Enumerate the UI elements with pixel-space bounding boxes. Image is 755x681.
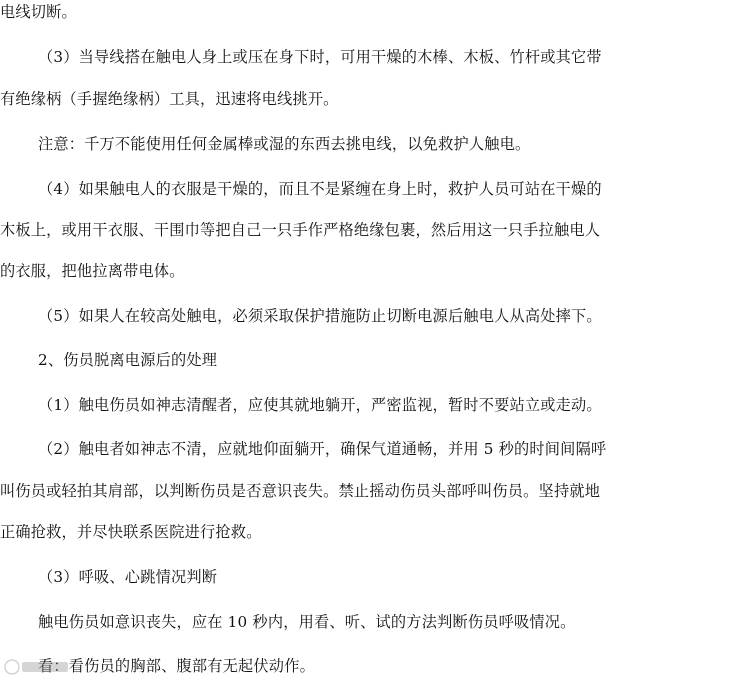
watermark-logo-icon: [2, 656, 72, 678]
text-line: （3）当导线搭在触电人身上或压在身下时，可用干燥的木棒、木板、竹杆或其它带: [38, 48, 602, 66]
subsection-heading: （3）呼吸、心跳情况判断: [38, 568, 218, 586]
text-line: 电线切断。: [0, 3, 77, 21]
text-line: 正确抢救，并尽快联系医院进行抢救。: [0, 523, 262, 541]
text-line: 注意：千万不能使用任何金属棒或湿的东西去挑电线，以免救护人触电。: [38, 135, 531, 153]
text-line: 的衣服，把他拉离带电体。: [0, 262, 185, 280]
text-line: 看：看伤员的胸部、腹部有无起伏动作。: [38, 657, 315, 675]
text-line: 有绝缘柄（手握绝缘柄）工具，迅速将电线挑开。: [0, 90, 339, 108]
text-line: 叫伤员或轻拍其肩部，以判断伤员是否意识丧失。禁止摇动伤员头部呼叫伤员。坚持就地: [0, 482, 601, 500]
text-line: （1）触电伤员如神志清醒者，应使其就地躺开，严密监视，暂时不要站立或走动。: [38, 396, 602, 414]
text-line: （5）如果人在较高处触电，必须采取保护措施防止切断电源后触电人从高处摔下。: [38, 307, 602, 325]
text-line: （2）触电者如神志不清，应就地仰面躺开，确保气道通畅，并用 5 秒的时间间隔呼: [38, 440, 607, 458]
text-line: （4）如果触电人的衣服是干燥的，而且不是紧缠在身上时，救护人员可站在干燥的: [38, 180, 602, 198]
text-line: 触电伤员如意识丧失，应在 10 秒内，用看、听、试的方法判断伤员呼吸情况。: [38, 613, 576, 631]
section-heading: 2、伤员脱离电源后的处理: [38, 351, 218, 369]
text-line: 木板上，或用干衣服、干围巾等把自己一只手作严格绝缘包裹，然后用这一只手拉触电人: [0, 221, 601, 239]
